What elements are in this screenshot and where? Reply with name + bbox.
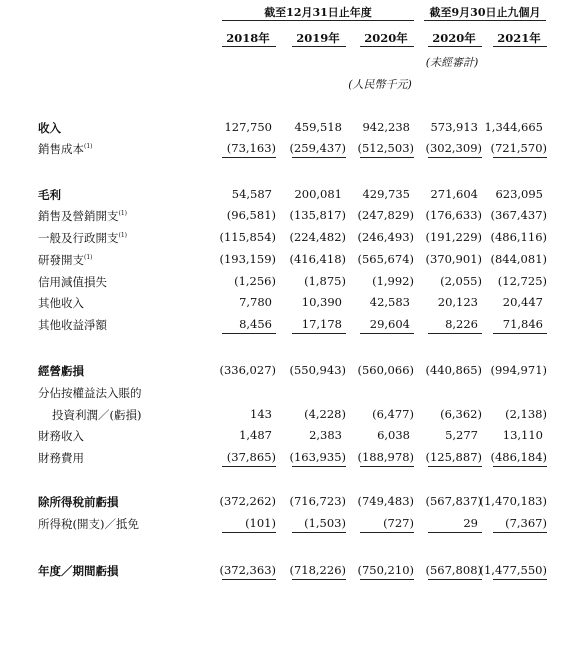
footnote-marker: (1) [84,143,93,151]
footnote-marker: (1) [118,210,127,218]
year-header-rule [428,46,482,47]
row-value: (486,184) [490,450,547,464]
row-value: 13,110 [502,428,543,442]
row-value: 1,344,665 [484,120,543,134]
row-value: (844,081) [490,252,547,266]
year-header-rule [292,46,346,47]
row-value: (246,493) [357,230,414,244]
row-value: (1,477,550) [479,563,547,577]
row-value: (176,633) [425,208,482,222]
row-label [38,317,107,333]
row-value: 143 [250,407,272,421]
row-label-text: 信用減值損失 [38,275,107,289]
row-value: (1,875) [304,274,346,288]
row-value: 2,383 [309,428,342,442]
row-label [38,120,61,136]
row-label-text: 經營虧損 [38,364,84,378]
row-underline [493,579,547,580]
row-underline [360,466,414,467]
row-value: (370,901) [425,252,482,266]
row-value: (2,055) [440,274,482,288]
row-label-text: 年度／期間虧損 [38,564,119,578]
row-value: 29,604 [369,317,410,331]
row-label-text: 其他收益淨額 [38,318,107,332]
row-value: (750,210) [357,563,414,577]
row-value: (727) [383,516,414,530]
row-label [38,274,107,290]
row-value: 1,487 [239,428,272,442]
row-value: (749,483) [357,494,414,508]
header-group-full-year-rule [222,20,414,21]
row-label [38,516,139,532]
row-value: (12,725) [497,274,547,288]
row-value: (440,865) [425,363,482,377]
year-header: 2018年 [226,31,270,45]
row-label [38,208,127,224]
row-underline [222,579,276,580]
row-value: (372,363) [219,563,276,577]
row-value: (721,570) [490,141,547,155]
unaudited-note: (未經審計) [425,56,479,69]
row-value: 573,913 [430,120,478,134]
row-label [38,385,142,401]
row-value: 942,238 [362,120,410,134]
row-value: 6,038 [377,428,410,442]
row-value: (560,066) [357,363,414,377]
row-underline [428,157,482,158]
row-value: (2,138) [505,407,547,421]
row-underline [292,532,346,533]
row-value: (7,367) [505,516,547,530]
row-value: 271,604 [430,187,478,201]
row-value: (567,808) [425,563,482,577]
row-underline [222,333,276,334]
row-label-text: 毛利 [38,188,61,202]
row-label [38,230,127,246]
row-value: (718,226) [289,563,346,577]
row-value: (550,943) [289,363,346,377]
row-value: (512,503) [357,141,414,155]
row-value: (101) [245,516,276,530]
row-value: (1,503) [304,516,346,530]
row-value: 5,277 [445,428,478,442]
row-underline [428,333,482,334]
row-value: 8,456 [239,317,272,331]
row-value: 8,226 [445,317,478,331]
row-label [38,563,119,579]
row-label [38,428,84,444]
row-value: (163,935) [289,450,346,464]
row-value: (302,309) [425,141,482,155]
row-value: (96,581) [226,208,276,222]
row-value: (115,854) [219,230,276,244]
row-value: (188,978) [357,450,414,464]
row-underline [292,157,346,158]
row-value: (135,817) [289,208,346,222]
row-underline [292,333,346,334]
row-value: 71,846 [502,317,543,331]
row-label-text: 除所得稅前虧損 [38,495,119,509]
row-label-text: 財務收入 [38,429,84,443]
row-value: (367,437) [490,208,547,222]
row-underline [493,157,547,158]
row-value: (565,674) [357,252,414,266]
row-value: 54,587 [231,187,272,201]
row-label-text: 其他收入 [38,296,84,310]
row-underline [222,532,276,533]
row-label-text: 分佔按權益法入賬的 [38,386,142,400]
year-header: 2020年 [364,31,408,45]
footnote-marker: (1) [84,254,93,262]
row-value: (247,829) [357,208,414,222]
year-header: 2019年 [296,31,340,45]
row-value: (224,482) [289,230,346,244]
row-label [38,141,93,157]
row-label [38,295,84,311]
header-group-nine-months: 截至9月30日止九個月 [429,6,541,19]
row-value: (567,837) [425,494,482,508]
row-label-text: 銷售成本 [38,142,84,156]
row-value: 459,518 [294,120,342,134]
footnote-marker: (1) [118,232,127,240]
row-value: (6,362) [440,407,482,421]
row-underline [292,579,346,580]
row-value: (4,228) [304,407,346,421]
row-label [38,494,119,510]
row-value: (193,159) [219,252,276,266]
year-header: 2021年 [497,31,541,45]
row-value: (191,229) [425,230,482,244]
year-header: 2020年 [432,31,476,45]
row-value: (336,027) [219,363,276,377]
row-value: 429,735 [362,187,410,201]
row-value: (372,262) [219,494,276,508]
row-value: (259,437) [289,141,346,155]
row-value: (994,971) [490,363,547,377]
row-value: 623,095 [495,187,543,201]
row-label [38,187,61,203]
row-label-text: 銷售及營銷開支 [38,209,119,223]
row-underline [360,532,414,533]
row-underline [360,579,414,580]
row-value: 42,583 [369,295,410,309]
year-header-rule [222,46,276,47]
currency-note: (人民幣千元) [348,78,412,91]
row-underline [493,532,547,533]
row-underline [428,579,482,580]
row-value: (1,256) [234,274,276,288]
row-label [38,363,84,379]
row-value: 10,390 [301,295,342,309]
row-value: (486,116) [490,230,547,244]
row-value: 127,750 [224,120,272,134]
year-header-rule [493,46,547,47]
row-underline [222,157,276,158]
row-value: (1,992) [372,274,414,288]
row-label-text: 所得稅(開支)／抵免 [38,517,139,531]
row-value: (125,887) [425,450,482,464]
row-value: (1,470,183) [479,494,547,508]
row-value: (37,865) [226,450,276,464]
row-label-text: 財務費用 [38,451,84,465]
row-label-text: 研發開支 [38,253,84,267]
header-group-full-year: 截至12月31日止年度 [264,6,372,19]
row-value: (73,163) [226,141,276,155]
row-underline [360,157,414,158]
row-value: (716,723) [289,494,346,508]
row-underline [493,466,547,467]
row-label-text: 投資利潤／(虧損) [52,408,142,422]
row-label [38,450,84,466]
row-underline [222,466,276,467]
row-value: 20,447 [502,295,543,309]
row-label-text: 一般及行政開支 [38,231,119,245]
row-value: 200,081 [294,187,342,201]
row-underline [292,466,346,467]
header-group-nine-months-rule [424,20,546,21]
row-label [52,407,141,423]
year-header-rule [360,46,414,47]
row-underline [493,333,547,334]
row-value: 29 [463,516,478,530]
row-underline [428,532,482,533]
row-value: 20,123 [437,295,478,309]
row-value: 17,178 [301,317,342,331]
row-label [38,252,93,268]
row-underline [428,466,482,467]
row-label-text: 收入 [38,121,61,135]
row-value: (6,477) [372,407,414,421]
row-value: (416,418) [289,252,346,266]
row-value: 7,780 [239,295,272,309]
row-underline [360,333,414,334]
